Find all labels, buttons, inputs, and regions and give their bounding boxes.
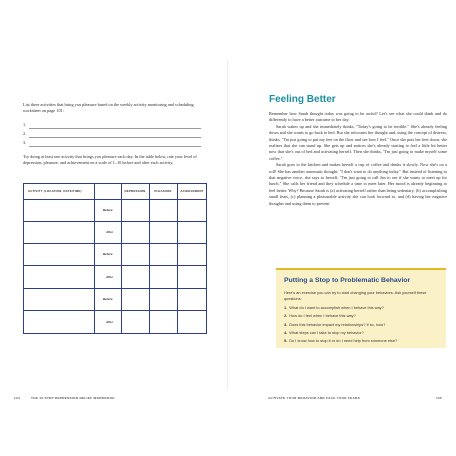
body-paragraph: Remember how Sarah thought today was going to be awful? Let's see what she could think and do differently to have a better outcome to her day. xyxy=(269,111,447,123)
item-text: What do I want to accomplish when I behave this way? xyxy=(289,305,384,310)
left-instructions: Try doing at least one activity that brings you pleasure each day. In the table below, rate your level of depression, pleasure, and achievement on a scale of 1–10 before and after each activity. xyxy=(23,154,197,166)
row-divider xyxy=(24,221,206,222)
header-depression: DEPRESSION xyxy=(124,189,146,193)
header-activity: ACTIVITY (LOCATION, DATE/TIME) xyxy=(28,189,82,193)
before-label: Before xyxy=(103,252,113,256)
blank-line xyxy=(29,146,201,147)
list-item xyxy=(284,313,438,321)
item-number: 1. xyxy=(284,305,288,310)
after-label: After xyxy=(106,320,114,324)
body-paragraph: Sarah goes to the kitchen and makes herself a cup of coffee and drinks it slowly. Now she's on a roll! She has another automatic thought: "I don't want to do anything today." But instead of listening to that negative voice, she says to herself, "I'm just going to call Jen to see if she wants to meet up for lunch." She calls her friend and they schedule a time to meet later. Her mood is already beginning to feel better. Why? Because Sarah is (a) activating herself rather than being sedentary, (b) accomplishing small feats, (c) planning a pleasurable activity she can look forward to, and (d) having her negative thoughts and using them to prevent xyxy=(269,162,447,206)
callout-intro: Here's an exercise you can try to start changing your behaviors. Ask yourself these questions: xyxy=(284,290,427,301)
blank-line xyxy=(29,137,201,138)
answer-line-2 xyxy=(23,131,201,139)
activity-rating-table xyxy=(23,183,207,334)
answer-line-3 xyxy=(23,140,201,148)
question-list xyxy=(284,305,438,346)
after-label: After xyxy=(106,230,114,234)
item-number: 3. xyxy=(284,321,288,327)
row-divider xyxy=(24,265,206,266)
answer-number: 3. xyxy=(23,140,27,145)
body-paragraph: Sarah wakes up and she immediately thinks, "Today's going to be terrible." She's already feeling down and she wants to go back to bed. But she refocuses her thought and, using the concept of distress, thinks, "I'm just going to put my feet on the floor and see how I feel." Once she puts her feet down, she realizes that she can stand up. She gets up and notices she's already starting to feel a little bit better now that she's out of bed and activating herself. Then she thinks, "I'm just going to make myself some coffee." xyxy=(269,123,447,161)
item-text: Does this behavior impact my relationships? If so, how? xyxy=(289,321,386,327)
right-page-number: 105 xyxy=(436,396,443,400)
left-page-number: 104 xyxy=(14,396,21,400)
list-item xyxy=(284,330,438,338)
left-running-title: THE 10-STEP DEPRESSION RELIEF WORKBOOK xyxy=(31,396,115,400)
callout-box xyxy=(276,268,446,348)
list-item xyxy=(284,322,438,330)
item-text: How do I feel when I behave this way? xyxy=(289,313,356,319)
group-divider xyxy=(24,243,206,244)
after-label: After xyxy=(106,275,114,279)
group-divider xyxy=(24,288,206,289)
item-text: Do I know how to stop it or do I need help from someone else? xyxy=(289,338,398,344)
callout-title: Putting a Stop to Problematic Behavior xyxy=(284,277,411,284)
item-number: 2. xyxy=(284,313,288,319)
header-achievement: ACHIEVEMENT xyxy=(180,189,204,193)
answer-number: 1. xyxy=(23,122,27,127)
section-title: Feeling Better xyxy=(269,94,336,105)
left-intro-text: List three activities that bring you pleasure based on the weekly activity monitoring and scheduling worksheet on page 101: xyxy=(23,102,194,114)
item-number: 5. xyxy=(284,338,288,344)
row-divider xyxy=(24,310,206,311)
right-page xyxy=(228,0,456,456)
header-pleasure: PLEASURE xyxy=(154,189,172,193)
item-text: What steps can I take to stop my behavior? xyxy=(289,329,364,335)
answer-line-1 xyxy=(23,122,201,130)
item-number: 4. xyxy=(284,329,288,335)
before-label: Before xyxy=(103,297,113,301)
before-label: Before xyxy=(103,208,113,212)
list-item xyxy=(284,305,438,313)
list-item xyxy=(284,338,438,346)
answer-number: 2. xyxy=(23,131,27,136)
blank-line xyxy=(29,128,201,129)
right-body-text xyxy=(269,111,447,207)
right-running-title: ACTIVATE YOUR BEHAVIOR AND FACE YOUR FEARS xyxy=(268,396,360,400)
